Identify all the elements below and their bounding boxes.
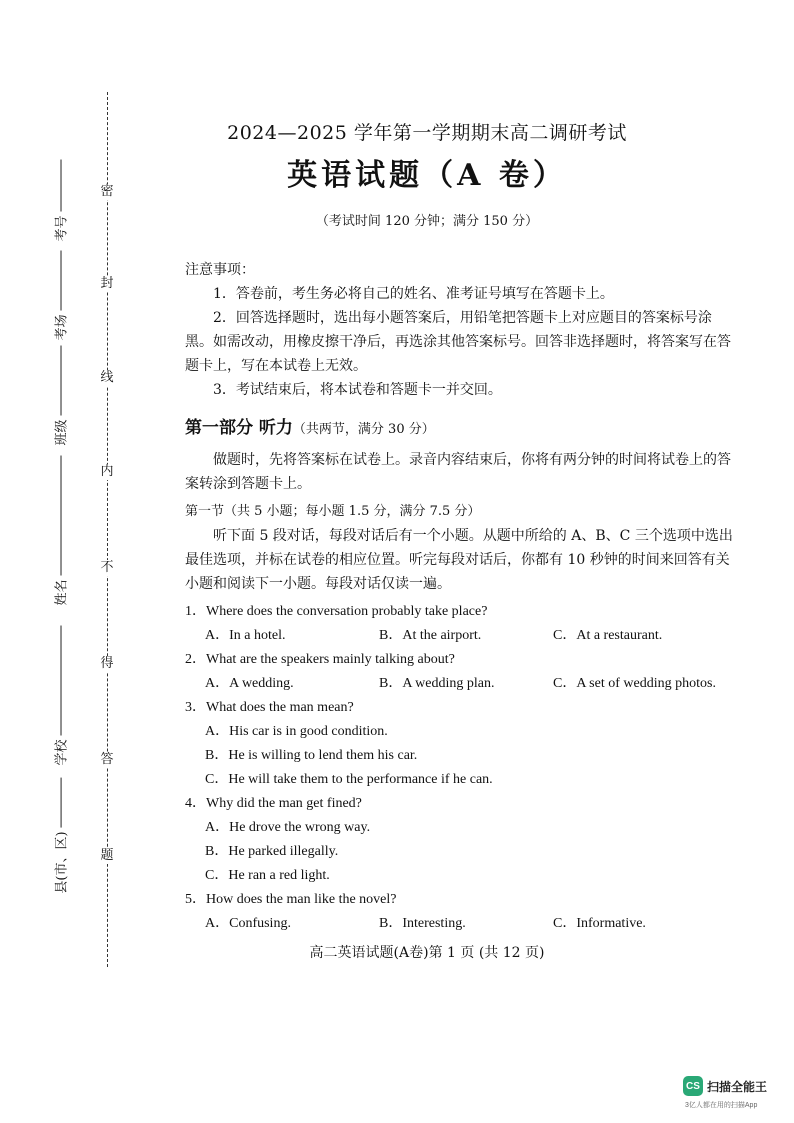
option-row	[185, 624, 735, 648]
notice-section	[185, 258, 735, 402]
field-school	[42, 620, 78, 770]
field-label: 考场	[54, 313, 70, 341]
option: A．In a hotel.	[205, 628, 286, 643]
option: B．He parked illegally.	[205, 844, 339, 859]
field-label: 县(市、区)	[54, 830, 70, 894]
part1-note: （共两节，满分 30 分）	[292, 422, 435, 437]
seal-char: 内	[100, 464, 114, 479]
option-row	[185, 768, 735, 792]
field-label: 考号	[54, 214, 70, 242]
part1-instruction: 做题时，先将答案标在试卷上。录音内容结束后，你将有两分钟的时间将试卷上的答案转涂到答题卡上。	[185, 452, 731, 492]
option-row	[185, 840, 735, 864]
option-row	[185, 864, 735, 888]
seal-char: 得	[100, 656, 114, 671]
field-blank	[59, 455, 61, 575]
field-county	[42, 770, 78, 900]
option-row	[185, 912, 735, 936]
scanner-name: 扫描全能王	[707, 1079, 768, 1094]
seal-char: 密	[100, 184, 114, 199]
part1-title: 第一部分 听力	[185, 418, 293, 438]
notice-item: 3．考试结束后，将本试卷和答题卡一并交回。	[213, 382, 502, 398]
option: B．A wedding plan.	[379, 676, 495, 691]
field-label: 姓名	[54, 578, 70, 606]
seal-char: 题	[100, 848, 114, 863]
field-label: 班级	[54, 418, 70, 446]
question-stem: 5．How does the man like the novel?	[185, 892, 397, 907]
question-stem: 1．Where does the conversation probably take place?	[185, 604, 488, 619]
option: C．He will take them to the performance if he can.	[205, 772, 493, 787]
section1-title: 第一节（共 5 小题；每小题 1.5 分，满分 7.5 分）	[185, 504, 481, 519]
page-footer: 高二英语试题(A卷)第 1 页 (共 12 页)	[309, 945, 545, 961]
time-note: （考试时间 120 分钟；满分 150 分）	[315, 214, 539, 229]
notice-item: 2．回答选择题时，选出每小题答案后，用铅笔把答题卡上对应题目的答案标号涂黑。如需改动，用橡皮擦干净后，再选涂其他答案标号。回答非选择题时，将答案写在答题卡上，写在本试卷上无效。	[185, 310, 731, 374]
option: A．A wedding.	[205, 676, 294, 691]
option: C．A set of wedding photos.	[553, 676, 716, 691]
option: C．Informative.	[553, 916, 646, 931]
option-row	[185, 672, 735, 696]
seal-char: 封	[100, 276, 114, 291]
option: A．He drove the wrong way.	[205, 820, 371, 835]
scanner-watermark	[683, 1076, 767, 1096]
option: C．At a restaurant.	[553, 628, 663, 643]
part1-heading	[185, 416, 735, 442]
field-blank	[59, 625, 61, 735]
field-blank	[59, 345, 61, 415]
question-stem: 2．What are the speakers mainly talking about?	[185, 652, 455, 667]
option: A．Confusing.	[205, 916, 291, 931]
field-class	[42, 345, 78, 445]
option: A．His car is in good condition.	[205, 724, 388, 739]
scanner-logo-icon: CS	[683, 1076, 703, 1096]
field-label: 学校	[54, 738, 70, 766]
exam-subtitle: 英语试题（A 卷）	[287, 158, 567, 193]
questions-list	[185, 600, 735, 936]
option: B．Interesting.	[379, 916, 466, 931]
option: C．He ran a red light.	[205, 868, 330, 883]
seal-char: 线	[100, 370, 114, 385]
seal-char: 不	[100, 560, 114, 575]
scanner-tagline: 3亿人都在用的扫描App	[685, 1102, 758, 1109]
exam-title: 2024—2025 学年第一学期期末高二调研考试	[227, 122, 627, 144]
option: B．He is willing to lend them his car.	[205, 748, 418, 763]
question-stem: 4．Why did the man get fined?	[185, 796, 362, 811]
notice-item: 1．答卷前，考生务必将自己的姓名、准考证号填写在答题卡上。	[213, 286, 614, 302]
option: B．At the airport.	[379, 628, 482, 643]
section1-instruction: 听下面 5 段对话，每段对话后有一个小题。从题中所给的 A、B、C 三个选项中选出最佳选项，并标在试卷的相应位置。听完每段对话后，你都有 10 秒钟的时间来回答有关小题和阅读下一小题。每段对话仅读一遍。	[185, 528, 733, 592]
field-blank	[59, 250, 61, 310]
option-row	[185, 744, 735, 768]
part1-section	[185, 416, 735, 596]
seal-char: 答	[100, 752, 114, 767]
option-row	[185, 720, 735, 744]
question-stem: 3．What does the man mean?	[185, 700, 354, 715]
notice-heading: 注意事项：	[185, 262, 255, 278]
field-blank	[59, 777, 61, 827]
field-exam-room	[42, 250, 78, 340]
field-name	[42, 450, 78, 610]
option-row	[185, 816, 735, 840]
